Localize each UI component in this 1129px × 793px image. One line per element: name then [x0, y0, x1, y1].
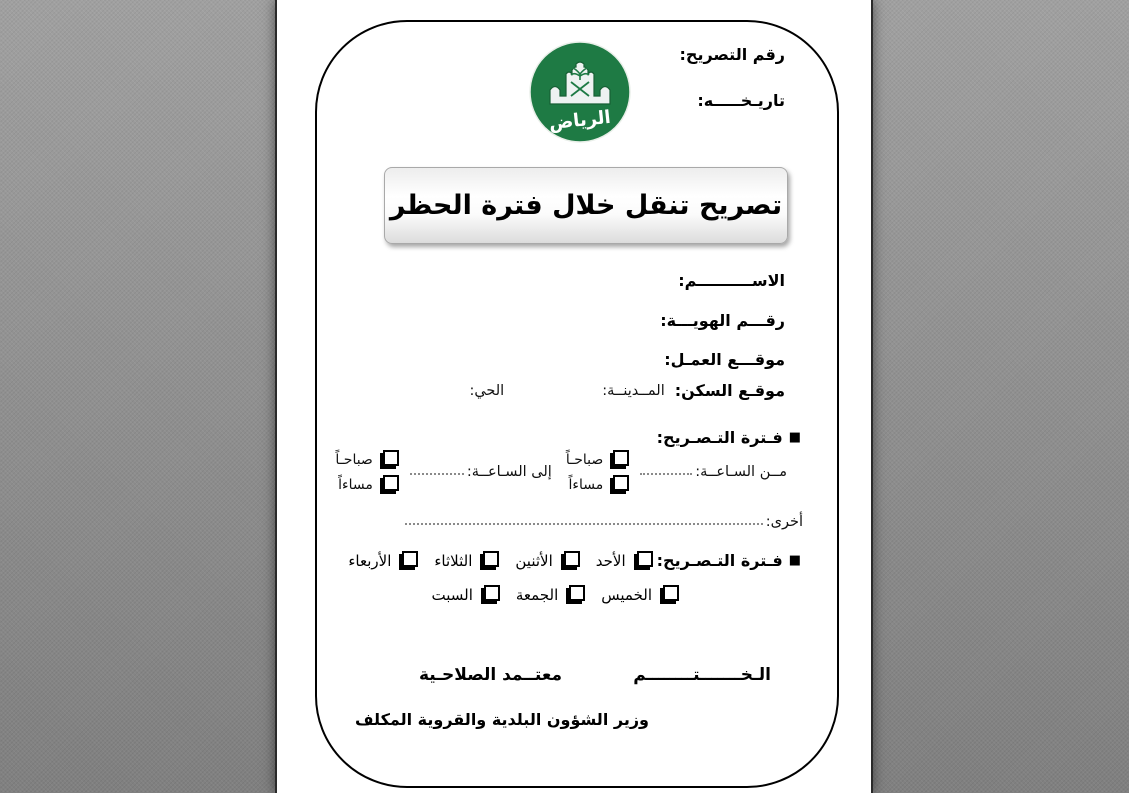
validity-approver-label: معتــمد الصلاحـية [419, 665, 562, 685]
tuesday-checkbox[interactable] [483, 551, 499, 567]
time-section-heading-row [657, 428, 801, 447]
days-row-1 [334, 551, 801, 570]
monday-checkbox[interactable] [564, 551, 580, 567]
monday-label: الأثنين [515, 551, 553, 570]
residence-row [469, 381, 785, 400]
logo-emblem-icon [528, 40, 632, 144]
to-ampm-options [335, 450, 400, 494]
permit-number-label: رقم التصريح: [679, 45, 785, 64]
tuesday-label: الثلاثاء [434, 551, 473, 570]
residence-label: موقـع السكن: [674, 381, 785, 400]
form-title-box [384, 167, 788, 244]
day-group-tuesday [434, 551, 501, 570]
name-field-label: الاســــــــــم: [678, 271, 785, 290]
form-title: تصريح تنقل خلال فترة الحظر [389, 190, 783, 221]
form-page [275, 0, 873, 793]
to-hour-input-line[interactable] [410, 470, 464, 475]
other-input-line[interactable] [405, 520, 763, 525]
wednesday-checkbox[interactable] [402, 551, 418, 567]
day-group-monday [515, 551, 581, 570]
friday-checkbox[interactable] [569, 585, 585, 601]
wednesday-label: الأربعاء [348, 551, 392, 570]
to-am-label: صباحـاً [335, 451, 373, 468]
days-section-heading: فـترة التـصـريح: [656, 551, 783, 570]
other-row [402, 514, 803, 530]
from-hour-input-line[interactable] [640, 470, 692, 475]
time-row [329, 450, 787, 494]
svg-text:الرياض: الرياض [547, 106, 612, 135]
from-pm-checkbox[interactable] [613, 475, 629, 491]
to-hour-label: إلى السـاعــة: [466, 464, 552, 480]
riyadh-municipality-logo [528, 40, 632, 144]
from-ampm-options [566, 450, 631, 494]
from-pm-label: مساءاً [568, 476, 604, 493]
city-label: المــدينــة: [602, 382, 665, 399]
day-group-sunday [596, 551, 655, 570]
days-row-2 [418, 585, 682, 604]
thursday-checkbox[interactable] [663, 585, 679, 601]
thursday-label: الخميس [601, 585, 652, 604]
id-field-label: رقـــم الهويـــة: [660, 311, 785, 330]
from-am-checkbox[interactable] [613, 450, 629, 466]
to-pm-checkbox[interactable] [383, 475, 399, 491]
day-group-thursday [601, 585, 681, 604]
from-hour-label: مــن السـاعــة: [695, 464, 787, 480]
day-group-saturday [432, 585, 502, 604]
saturday-checkbox[interactable] [484, 585, 500, 601]
date-label: تاريـخـــــه: [697, 91, 785, 110]
day-group-friday [516, 585, 587, 604]
saturday-label: السبت [431, 585, 473, 604]
work-location-label: موقـــع العمـل: [664, 350, 785, 369]
to-pm-label: مساءاً [338, 476, 373, 493]
minister-title-label: وزير الشؤون البلدية والقروية المكلف [355, 710, 649, 729]
from-am-label: صباحـاً [565, 451, 604, 468]
time-section-heading: فـترة التـصـريح: [656, 428, 783, 447]
to-am-checkbox[interactable] [383, 450, 399, 466]
friday-label: الجمعة [515, 585, 559, 604]
seal-label: الـخـــــــتــــــــم [633, 665, 771, 685]
other-label: أخرى: [765, 514, 803, 530]
day-group-wednesday [348, 551, 420, 570]
sunday-checkbox[interactable] [637, 551, 653, 567]
district-label: الحي: [469, 382, 505, 399]
sunday-label: الأحد [595, 551, 626, 570]
square-bullet-icon: ■ [788, 430, 801, 445]
square-bullet-icon: ■ [788, 553, 801, 568]
